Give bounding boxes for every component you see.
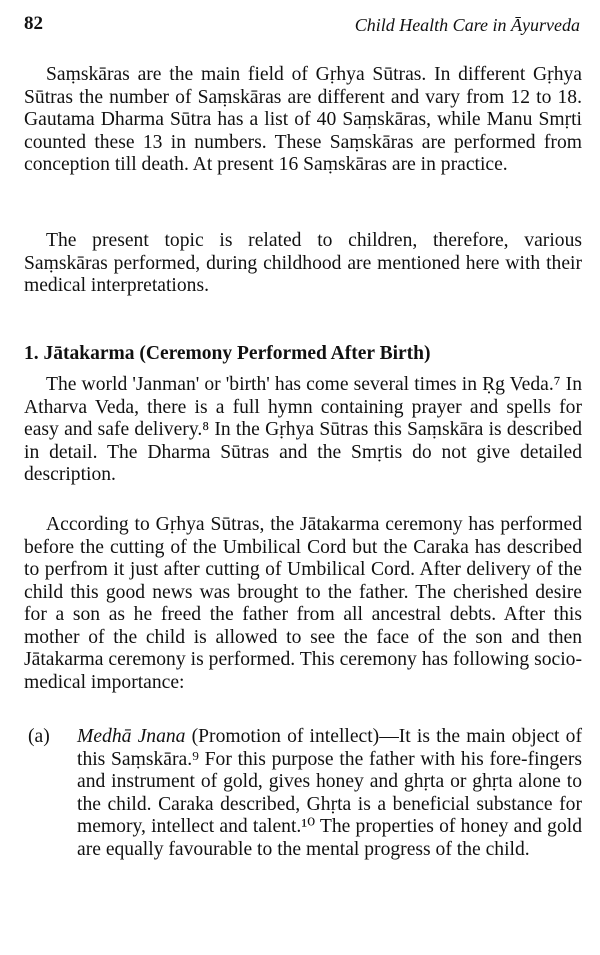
- page-header: [24, 13, 580, 43]
- paragraph-janman: [24, 374, 582, 487]
- page-number: 82: [24, 13, 43, 34]
- paragraph-text: The world 'Janman' or 'birth' has come several times in Ṛg Veda.⁷ In Atharva Veda, there is a full hymn containing prayer and spells for easy and safe delivery.⁸ In the Gṛhya Sūtras this Saṃskāra is described in detail. The Dharma Sūtras and the Smṛtis do not give detailed description.: [24, 374, 582, 485]
- paragraph-text: According to Gṛhya Sūtras, the Jātakarma ceremony has performed before the cutting of the Umbilical Cord but the Caraka has described to perfrom it just after cutting of Umbilical Cord. After delivery of the child this good news was brought to the father. The cherished desire for a son as he freed the father from all ancestral debts. After this mother of the child is allowed to see the face of the son and then Jātakarma ceremony is performed. This ceremony has following socio-medical importance:: [24, 514, 582, 693]
- list-marker: (a): [28, 726, 50, 747]
- paragraph-samskaras-intro: [24, 64, 582, 177]
- paragraph-grhya-sutras: [24, 514, 582, 694]
- list-item-text: (Promotion of intellect)—It is the main object of this Saṃskāra.⁹ For this purpose the father with his fore-fingers and instrument of gold, gives honey and ghṛta or ghṛta alone to the child. Caraka described, Ghṛta is a beneficial substance for memory, intellect and talent.¹⁰ The properties of honey and gold are equally favourable to the mental progress of the child.: [77, 726, 582, 860]
- list-item-term: Medhā Jnana: [77, 726, 186, 747]
- paragraph-text: Saṃskāras are the main field of Gṛhya Sūtras. In different Gṛhya Sūtras the number of Saṃskāras are different and vary from 12 to 18. Gautama Dharma Sūtra has a list of 40 Saṃskāras, while Manu Smṛti counted these 13 in numbers. These Saṃskāras are performed from conception till death. At present 16 Saṃskāras are in practice.: [24, 64, 582, 175]
- running-title: Child Health Care in Āyurveda: [354, 15, 580, 35]
- section-heading: 1. Jātakarma (Ceremony Performed After Birth): [24, 343, 431, 364]
- paragraph-present-topic: [24, 230, 582, 298]
- list-item-body: [77, 726, 582, 861]
- paragraph-text: The present topic is related to children, therefore, various Saṃskāras performed, during childhood are mentioned here with their medical interpretations.: [24, 230, 582, 296]
